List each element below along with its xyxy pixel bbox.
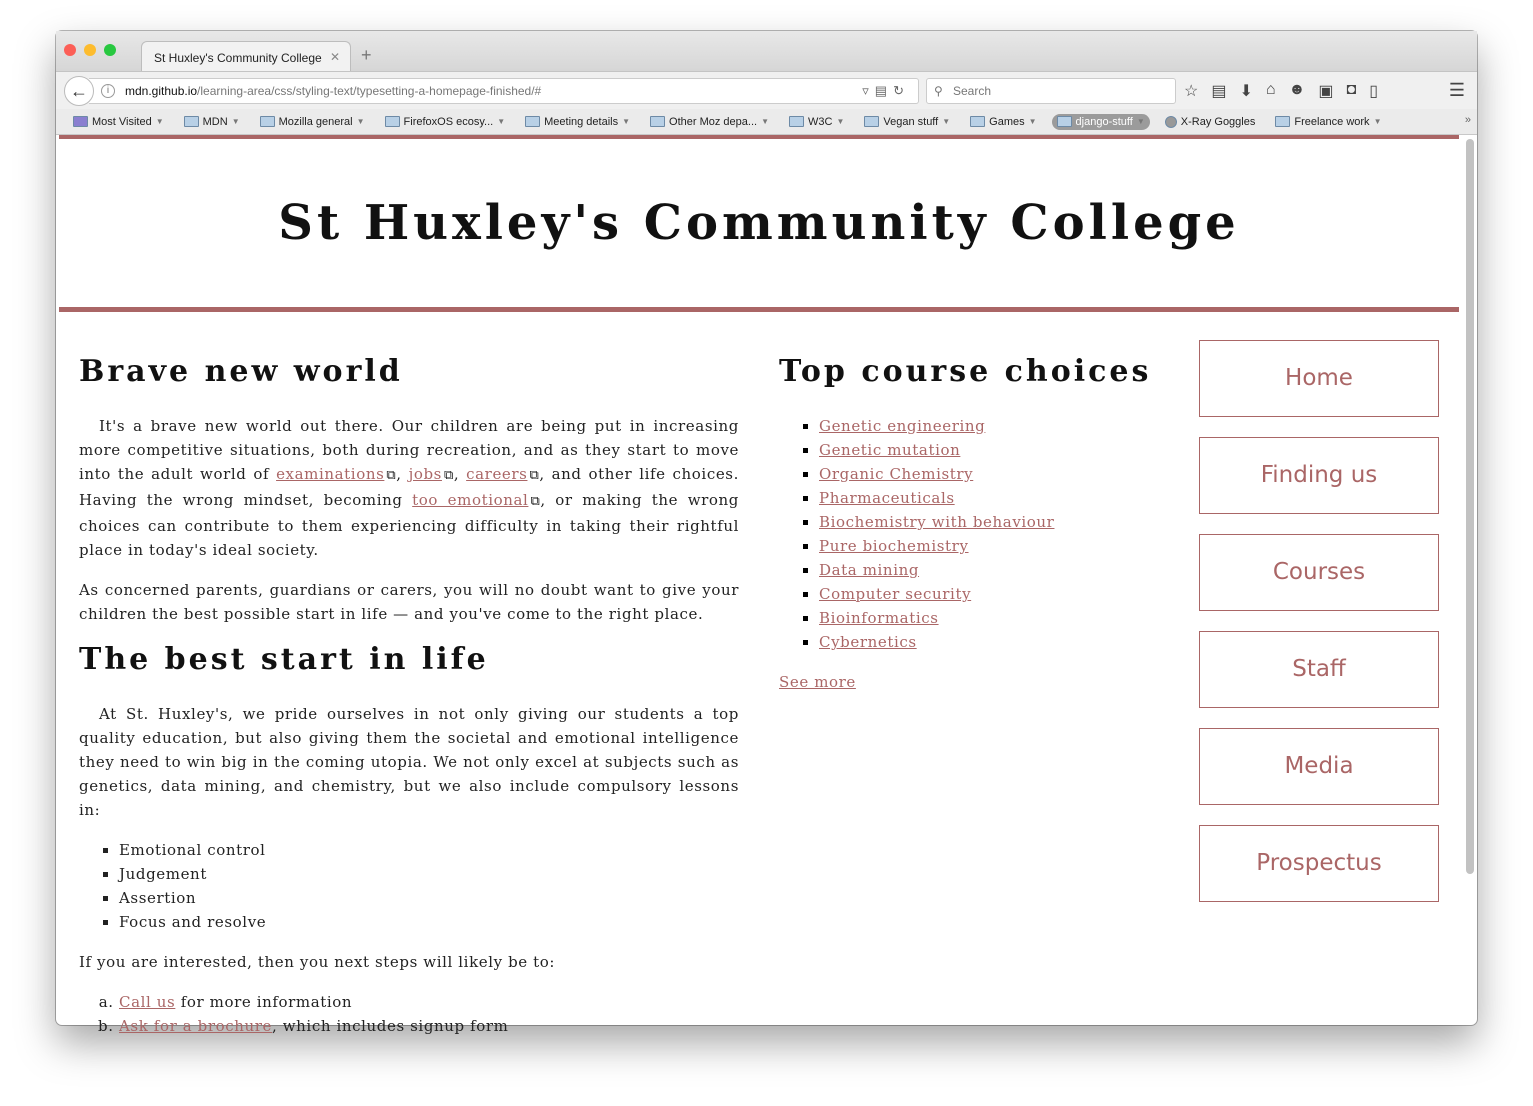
most-visited-icon (73, 116, 88, 127)
course-link[interactable]: Cybernetics (819, 633, 917, 651)
course-item (819, 582, 1179, 606)
chevron-down-icon: ▼ (942, 117, 951, 126)
page-title: St Huxley's Community College (278, 195, 1240, 251)
main-column (79, 354, 739, 1054)
nav-finding-us-button[interactable]: Finding us (1199, 437, 1439, 514)
chevron-down-icon: ▼ (761, 117, 769, 126)
course-item (819, 558, 1179, 582)
heading-best-start: The best start in life (79, 642, 489, 677)
tab-title: St Huxley's Community College (154, 51, 322, 65)
url-bar[interactable] (89, 78, 919, 104)
chevron-down-icon: ▼ (1373, 117, 1382, 126)
nav-toolbar (56, 71, 1477, 109)
bookmark-label: FirefoxOS ecosy... (403, 115, 494, 128)
url-host: mdn.github.io (125, 84, 198, 98)
folder-icon (1057, 116, 1072, 127)
course-link[interactable]: Biochemistry with behaviour (819, 513, 1055, 531)
bookmark-label: Mozilla general (278, 115, 353, 128)
intro-paragraph: It's a brave new world out there. Our children are being put in increasing more competitive situations, both during recreation, and as they start to move into the adult world of examinations ⧉, jobs ⧉, careers ⧉, and other life choices. Having the wrong mindset, becoming too emotional ⧉, or making the wrong choices can contribute to them experiencing difficulty in taking their rightful place in today's ideal society. (79, 417, 739, 559)
too-emotional-link[interactable]: too emotional (412, 491, 529, 509)
nav-courses-button[interactable]: Courses (1199, 534, 1439, 611)
maximize-window-button[interactable] (104, 44, 116, 56)
courses-column (779, 354, 1179, 694)
steps-list (119, 990, 739, 1038)
reload-icon[interactable]: ↻ (893, 83, 910, 98)
scrollbar[interactable] (1466, 139, 1474, 874)
globe-icon (1165, 116, 1177, 128)
folder-icon (789, 116, 804, 127)
lessons-list (119, 838, 739, 934)
phone-icon[interactable]: ▯ (1369, 83, 1378, 100)
info-icon[interactable]: i (101, 84, 115, 98)
brochure-link[interactable]: Ask for a brochure (119, 1017, 272, 1035)
course-link[interactable]: Bioinformatics (819, 609, 939, 627)
course-item (819, 510, 1179, 534)
chevron-down-icon: ▼ (231, 117, 240, 126)
course-item (819, 462, 1179, 486)
url-path: /learning-area/css/styling-text/typesetting-a-homepage-finished/# (197, 84, 542, 98)
more-bookmarks-icon[interactable]: » (1464, 114, 1471, 126)
chevron-down-icon: ▼ (356, 117, 365, 126)
minimize-window-button[interactable] (84, 44, 96, 56)
nav-staff-button[interactable]: Staff (1199, 631, 1439, 708)
bookmark-label: Freelance work (1294, 115, 1370, 128)
course-item (819, 414, 1179, 438)
heading-top-courses: Top course choices (779, 354, 1152, 389)
folder-icon (260, 116, 275, 127)
courses-list (819, 414, 1179, 654)
examinations-link[interactable]: examinations (276, 465, 385, 483)
bookmark-label: MDN (202, 115, 228, 128)
bookmark-games[interactable] (965, 114, 1041, 130)
folder-icon (184, 116, 199, 127)
bookmark-label: Meeting details (544, 115, 619, 128)
chevron-down-icon: ▼ (497, 117, 506, 126)
close-window-button[interactable] (64, 44, 76, 56)
folder-icon (525, 116, 540, 127)
chevron-down-icon: ▼ (1028, 117, 1037, 126)
course-item (819, 606, 1179, 630)
course-link[interactable]: Pharmaceuticals (819, 489, 955, 507)
bookmark-label: X-Ray Goggles (1180, 115, 1256, 128)
reading-list-icon[interactable]: ▤ (1211, 83, 1227, 100)
bookmark-most-visited[interactable] (68, 114, 169, 130)
external-link-icon: ⧉ (386, 468, 397, 483)
bookmark-meeting-details[interactable] (520, 114, 635, 130)
bookmark-label: django-stuff (1075, 115, 1133, 128)
course-link[interactable]: Genetic engineering (819, 417, 986, 435)
page-header (59, 135, 1459, 312)
lesson-item: ▪ Judgement (119, 862, 739, 886)
back-button[interactable]: ← (64, 76, 94, 106)
chevron-down-icon: ▼ (155, 117, 164, 126)
bookmark-w3c[interactable] (784, 114, 849, 130)
side-nav (1199, 340, 1439, 922)
call-us-link[interactable]: Call us (119, 993, 176, 1011)
heading-brave-new-world: Brave new world (79, 354, 403, 389)
bookmark-label: Other Moz depa... (669, 115, 758, 128)
new-tab-icon[interactable]: + (361, 45, 372, 65)
bookmark-firefoxos-ecosy[interactable] (380, 114, 511, 130)
bookmark-x-ray-goggles[interactable] (1160, 114, 1261, 130)
bookmark-label: Most Visited (92, 115, 152, 128)
step-item: b. Ask for a brochure, which includes signup form (119, 1014, 739, 1038)
bookmark-star-icon[interactable]: ☆ (1184, 83, 1199, 100)
bookmark-mdn[interactable] (179, 114, 245, 130)
bookmark-freelance-work[interactable] (1270, 114, 1386, 130)
tab-bar (56, 31, 1477, 71)
jobs-link[interactable]: jobs (408, 465, 442, 483)
bookmark-other-moz-depa[interactable] (645, 114, 774, 130)
course-item (819, 534, 1179, 558)
browser-tab[interactable] (141, 41, 351, 71)
folder-icon (970, 116, 985, 127)
browser-window (56, 31, 1477, 1035)
close-tab-icon[interactable]: ✕ (329, 50, 340, 64)
course-item (819, 486, 1179, 510)
step-item: a. Call us for more information (119, 990, 739, 1014)
pocket-icon[interactable]: ◘ (1346, 81, 1357, 98)
nav-home-button[interactable]: Home (1199, 340, 1439, 417)
bookmark-label: Games (989, 115, 1025, 128)
chevron-down-icon: ▼ (836, 117, 845, 126)
folder-icon (385, 116, 400, 127)
parents-paragraph: As concerned parents, guardians or carers, you will no doubt want to give your children the best possible start in life — and you've come to the right place. (79, 581, 739, 623)
pride-paragraph: At St. Huxley's, we pride ourselves in not only giving our students a top quality education, but also giving them the societal and emotional intelligence they need to win big in the coming utopia. We not only excel at subjects such as genetics, data mining, and chemistry, but we also include compulsory lessons in: (79, 705, 739, 819)
course-link[interactable]: Organic Chemistry (819, 465, 974, 483)
search-icon: ⚲ (934, 84, 943, 98)
dropdown-icon[interactable]: ▿ (862, 83, 875, 98)
chevron-down-icon: ▼ (622, 117, 631, 126)
careers-link[interactable]: careers (466, 465, 528, 483)
external-link-icon: ⧉ (443, 468, 454, 483)
youtube-icon[interactable]: ▣ (1318, 83, 1334, 100)
reader-view-icon[interactable]: ▤ (874, 83, 894, 98)
bookmark-label: W3C (808, 115, 833, 128)
page-content (56, 135, 1477, 1035)
hamburger-menu-icon[interactable]: ☰ (1448, 80, 1465, 100)
course-link[interactable]: Data mining (819, 561, 920, 579)
course-link[interactable]: Genetic mutation (819, 441, 961, 459)
chevron-down-icon: ▼ (1136, 117, 1145, 126)
lesson-item: ▪ Assertion (119, 886, 739, 910)
folder-icon (1275, 116, 1290, 127)
course-item (819, 438, 1179, 462)
chat-icon[interactable]: ☻ (1288, 81, 1306, 98)
course-link[interactable]: Computer security (819, 585, 972, 603)
course-item (819, 630, 1179, 654)
course-link[interactable]: Pure biochemistry (819, 537, 969, 555)
folder-icon (650, 116, 665, 127)
download-icon[interactable]: ⬇ (1239, 83, 1253, 100)
nav-media-button[interactable]: Media (1199, 728, 1439, 805)
bookmarks-bar (56, 109, 1477, 135)
search-placeholder: Search (953, 84, 992, 98)
see-more-link[interactable]: See more (779, 673, 856, 691)
external-link-icon: ⧉ (530, 494, 541, 509)
external-link-icon: ⧉ (529, 468, 540, 483)
lesson-item: ▪ Focus and resolve (119, 910, 739, 934)
folder-icon (864, 116, 879, 127)
bookmark-label: Vegan stuff (883, 115, 939, 128)
search-input[interactable] (926, 78, 1176, 104)
bookmark-vegan-stuff[interactable] (859, 114, 955, 130)
home-icon[interactable]: ⌂ (1265, 81, 1276, 98)
bookmark-django-stuff[interactable] (1052, 114, 1150, 130)
bookmark-mozilla-general[interactable] (255, 114, 370, 130)
lesson-item: ▪ Emotional control (119, 838, 739, 862)
next-steps-paragraph: If you are interested, then you next steps will likely be to: (79, 953, 556, 971)
nav-prospectus-button[interactable]: Prospectus (1199, 825, 1439, 902)
